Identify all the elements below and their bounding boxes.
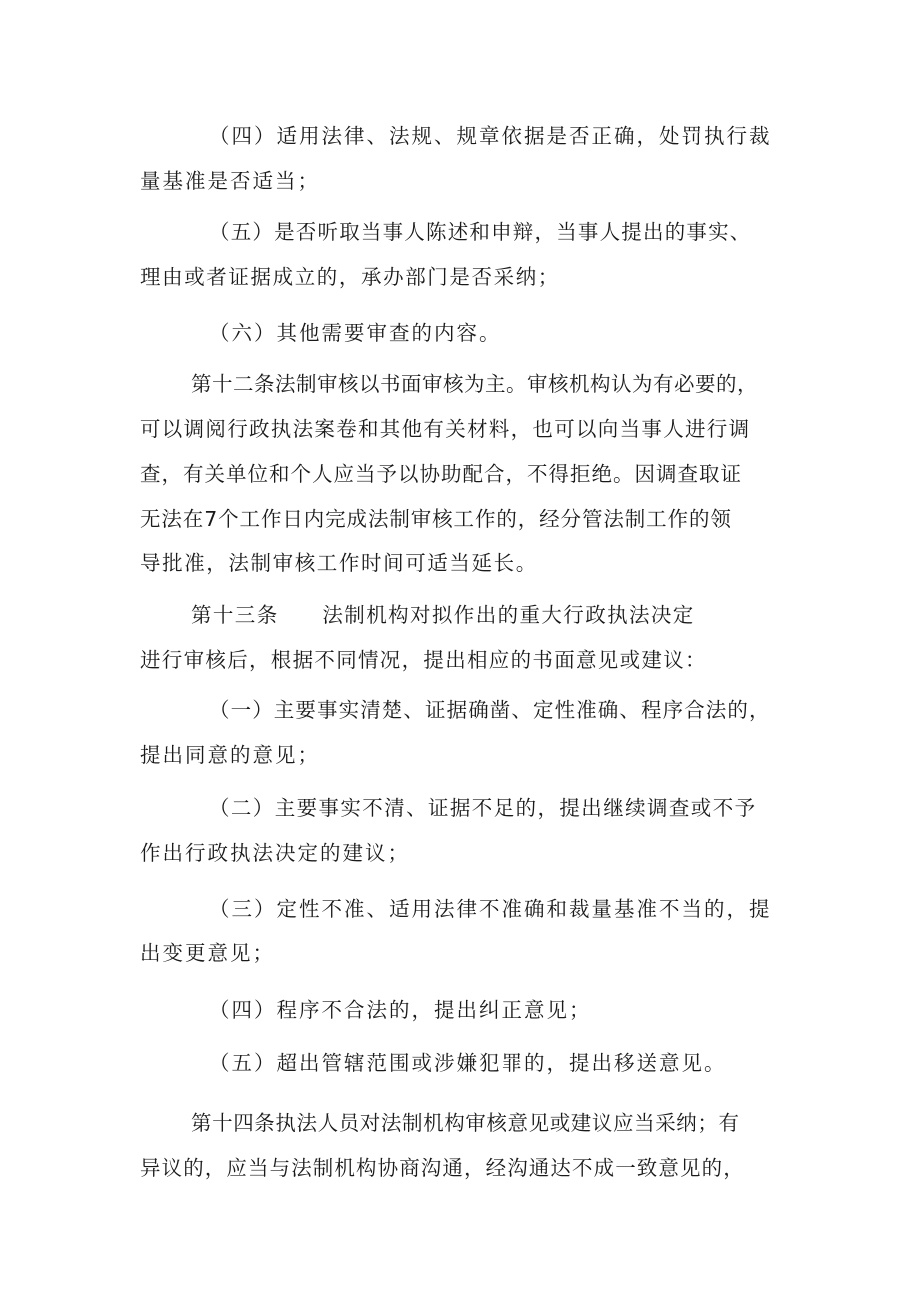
- text-line-1: （四）适用法律、法规、规章依据是否正确，处罚执行裁: [209, 124, 772, 148]
- article-13-line-2: 进行审核后，根据不同情况，提出相应的书面意见或建议：: [140, 648, 707, 672]
- article-14-line-1: 第十四条执法人员对法制机构审核意见或建议应当采纳；有: [191, 1111, 740, 1135]
- article-12-line-2: 可以调阅行政执法案卷和其他有关材料，也可以向当事人进行调: [140, 417, 751, 441]
- text-line-19: （四）程序不合法的，提出纠正意见；: [209, 998, 592, 1022]
- text-line-2: 量基准是否适当；: [140, 169, 320, 193]
- article-12-line-1: 第十二条法制审核以书面审核为主。审核机构认为有必要的，: [191, 372, 758, 396]
- text-line-13: （一）主要事实清楚、证据确凿、定性准确、程序合法的，: [209, 698, 771, 722]
- text-line-5: （六）其他需要审查的内容。: [209, 321, 502, 345]
- article-13-line-1: 第十三条 法制机构对拟作出的重大行政执法决定: [191, 603, 695, 627]
- article-12-line-5: 导批准，法制审核工作时间可适当延长。: [140, 551, 538, 575]
- text-line-15: （二）主要事实不清、证据不足的，提出继续调查或不予: [209, 796, 757, 820]
- text-line-3: （五）是否听取当事人陈述和申辩，当事人提出的事实、: [209, 220, 752, 244]
- article-12-line-4: 无法在7个工作日内完成法制审核工作的，经分管法制工作的领: [140, 507, 732, 531]
- text-line-20: （五）超出管辖范围或涉嫌犯罪的，提出移送意见。: [209, 1051, 727, 1075]
- text-line-18: 出变更意见；: [140, 941, 275, 965]
- text-line-14: 提出同意的意见；: [140, 743, 320, 767]
- text-line-17: （三）定性不准、适用法律不准确和裁量基准不当的，提: [209, 897, 772, 921]
- article-12-line-3: 查，有关单位和个人应当予以协助配合，不得拒绝。因调查取证: [140, 462, 742, 486]
- text-line-4: 理由或者证据成立的，承办部门是否采纳；: [140, 265, 560, 289]
- article-14-line-2: 异议的，应当与法制机构协商沟通，经沟通达不成一致意见的，: [140, 1156, 745, 1180]
- text-line-16: 作出行政执法决定的建议；: [140, 841, 410, 865]
